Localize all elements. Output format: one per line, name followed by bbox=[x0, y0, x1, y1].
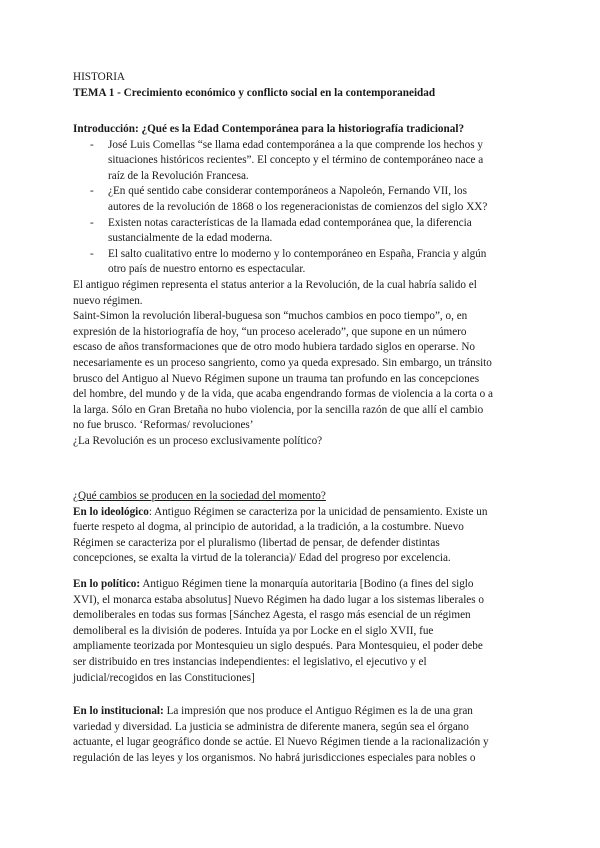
bullet-dash: - bbox=[90, 185, 94, 198]
header bbox=[73, 70, 527, 101]
intro-paragraph bbox=[73, 309, 527, 434]
ideologico-label: En lo ideológico bbox=[73, 505, 149, 518]
text-line: El antiguo régimen representa el status anterior a la Revolución, de la cual habría salido el bbox=[73, 278, 477, 291]
topic-title: TEMA 1 - Crecimiento económico y conflicto social en la contemporaneidad bbox=[73, 86, 436, 99]
bullet-line: Existen notas características de la llamada edad contemporánea que, la diferencia bbox=[108, 216, 472, 229]
text-line: Saint-Simon la revolución liberal-buguesa son “muchos cambios en poco tiempo”, o, en bbox=[73, 310, 468, 323]
bullet-line: José Luis Comellas “se llama edad contemporánea a la que comprende los hechos y bbox=[108, 138, 483, 151]
text-line: actuante, el lugar geográfico donde se actúe. El Nuevo Régimen tiende a la racionalización y bbox=[73, 736, 489, 749]
text-line: judicial/recogidos en las Constituciones] bbox=[73, 671, 255, 684]
bullet-dash: - bbox=[90, 216, 94, 229]
text-line: expresión de la historiografía de hoy, “un proceso acelerado”, que supone en un número bbox=[73, 325, 467, 338]
text-line: XVI), el monarca estaba absolutus] Nuevo Régimen ha dado lugar a los sistemas liberales o bbox=[73, 593, 485, 606]
text-line: demoliberal es la división de poderes. Intuída ya por Locke en el siglo XVII, fue bbox=[73, 624, 434, 637]
text-line: ampliamente teorizada por Montesquieu un siglo después. Para Montesquieu, el poder debe bbox=[73, 640, 483, 653]
text-line: ser distribuido en tres instancias independientes: el legislativo, el ejecutivo y el bbox=[73, 655, 427, 668]
text-line: la larga. Sólo en Gran Bretaña no hubo violencia, por la sencilla razón de que allí el cambio bbox=[73, 403, 484, 416]
text-line: variedad y diversidad. La justicia se administra de diferente manera, según sea el órgano bbox=[73, 720, 469, 733]
intro-heading: Introducción: ¿Qué es la Edad Contemporánea para la historiografía tradicional? bbox=[73, 123, 465, 135]
bullet-line: sustancialmente de la edad moderna. bbox=[108, 232, 273, 245]
intro-section bbox=[73, 122, 527, 449]
bullet-item bbox=[73, 184, 527, 215]
bullet-line: situaciones históricos recientes”. El concepto y el término de contemporáneo nace a bbox=[108, 154, 484, 167]
text-line: escaso de años transformaciones que de otro modo hubiera tardado siglos en operarse. No bbox=[73, 341, 476, 354]
text-line: La impresión que nos produce el Antiguo Régimen es la de una gran bbox=[163, 705, 473, 717]
subject-title: HISTORIA bbox=[73, 71, 126, 83]
text-line: nuevo régimen. bbox=[73, 294, 143, 307]
bullet-item bbox=[73, 138, 527, 185]
text-line: necesariamente es un proceso sangriento, como ya queda expresado. Sin embargo, un tránsito bbox=[73, 356, 492, 369]
bullet-dash: - bbox=[90, 247, 94, 260]
text-line: : Antiguo Régimen se caracteriza por la unicidad de pensamiento. Existe un bbox=[148, 505, 488, 518]
bullet-line: otro país de nuestro entorno es espectacular. bbox=[108, 263, 306, 276]
bullet-item bbox=[73, 247, 527, 278]
intro-paragraph bbox=[73, 278, 527, 309]
changes-heading: ¿Qué cambios se producen en la sociedad del momento? bbox=[73, 490, 326, 502]
bullet-dash: - bbox=[90, 138, 94, 151]
politico-paragraph bbox=[73, 577, 527, 686]
bullet-item bbox=[73, 216, 527, 247]
text-line: Antiguo Régimen tiene la monarquía autoritaria [Bodino (a fines del siglo bbox=[140, 578, 474, 590]
intro-bullet-list bbox=[73, 138, 527, 278]
intro-question: ¿La Revolución es un proceso exclusivamente político? bbox=[73, 434, 323, 447]
bullet-line: El salto cualitativo entre lo moderno y lo contemporáneo en España, Francia y algún bbox=[108, 247, 487, 260]
changes-section bbox=[73, 489, 527, 567]
bullet-line: raíz de la Revolución Francesa. bbox=[108, 169, 249, 182]
text-line: concepciones, se exalta la virtud de la tolerancia)/ Edad del progreso por excelencia. bbox=[73, 552, 451, 565]
politico-label: En lo político: bbox=[73, 578, 141, 590]
institucional-paragraph bbox=[73, 704, 527, 766]
text-line: brusco del Antiguo al Nuevo Régimen supone un trauma tan profundo en las concepciones bbox=[73, 372, 480, 385]
ideologico-paragraph bbox=[73, 505, 527, 567]
text-line: fuerte respeto al dogma, al principio de autoridad, a la tradición, a la costumbre. Nuevo bbox=[73, 521, 464, 534]
text-line: del hombre, del mundo y de la vida, que acaba engendrando formas de violencia a la corta o a bbox=[73, 388, 493, 401]
bullet-line: autores de la revolución de 1868 o los regeneracionistas de comienzos del siglo XX? bbox=[108, 200, 488, 213]
text-line: demoliberales en todas sus formas [Sánchez Agesta, el rasgo más esencial de un régimen bbox=[73, 609, 471, 622]
text-line: Régimen se caracteriza por el pluralismo (libertad de pensar, de defender distintas bbox=[73, 536, 440, 549]
bullet-line: ¿En qué sentido cabe considerar contemporáneos a Napoleón, Fernando VII, los bbox=[108, 185, 467, 198]
text-line: no fue brusco. ‘Reformas/ revoluciones’ bbox=[73, 419, 254, 432]
text-line: regulación de las leyes y los organismos. No habrá jurisdicciones especiales para nobles o bbox=[73, 751, 476, 764]
institucional-label: En lo institucional: bbox=[73, 705, 164, 717]
